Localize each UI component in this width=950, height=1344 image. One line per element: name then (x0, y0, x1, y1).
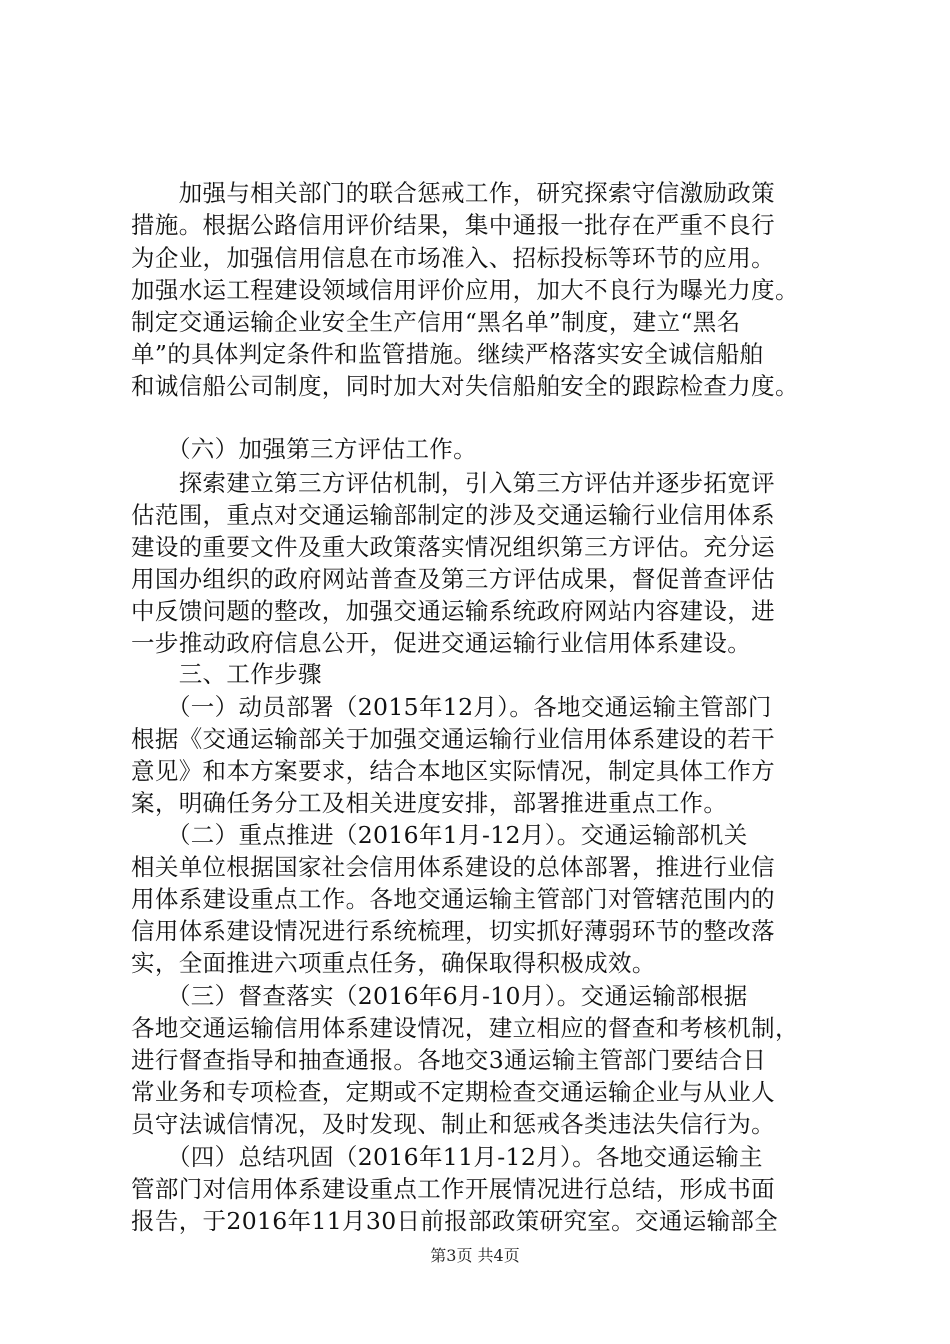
page-number-footer: 第3页 共4页 (430, 1246, 520, 1265)
text-line: 信用体系建设情况进行系统梳理，切实抓好薄弱环节的整改落 (131, 917, 775, 945)
text-line: （二）重点推进（2016年1月-12月）。交通运输部机关 (131, 821, 748, 849)
text-line: 进行督查指导和抽查通报。各地交3通运输主管部门要结合日 (131, 1046, 767, 1074)
text-line: 单”的具体判定条件和监管措施。继续严格落实安全诚信船舶 (131, 340, 764, 368)
text-line: 探索建立第三方评估机制，引入第三方评估并逐步拓宽评 (131, 469, 775, 497)
text-line: 常业务和专项检查，定期或不定期检查交通运输企业与从业人 (131, 1078, 775, 1106)
text-line: （四）总结巩固（2016年11月-12月）。各地交通运输主 (131, 1143, 763, 1171)
text-line: 加强与相关部门的联合惩戒工作，研究探索守信激励政策 (131, 179, 775, 207)
text-line: 员守法诚信情况，及时发现、制止和惩戒各类违法失信行为。 (131, 1110, 775, 1138)
text-line: （三）督查落实（2016年6月-10月）。交通运输部根据 (131, 982, 748, 1010)
text-line: （一）动员部署（2015年12月）。各地交通运输主管部门 (131, 693, 772, 721)
text-line: 实，全面推进六项重点任务，确保取得积极成效。 (131, 949, 656, 977)
text-line: 一步推动政府信息公开，促进交通运输行业信用体系建设。 (131, 629, 752, 657)
text-line: 加强水运工程建设领域信用评价应用，加大不良行为曝光力度。 (131, 276, 799, 304)
text-line: 案，明确任务分工及相关进度安排，部署推进重点工作。 (131, 789, 728, 817)
text-line: 和诚信船公司制度，同时加大对失信船舶安全的跟踪检查力度。 (131, 372, 799, 400)
text-line: 三、工作步骤 (131, 660, 322, 688)
text-line: 报告，于2016年11月30日前报部政策研究室。交通运输部全 (131, 1207, 779, 1235)
text-line: 制定交通运输企业安全生产信用“黑名单”制度，建立“黑名 (131, 308, 741, 336)
text-line: 意见》和本方案要求，结合本地区实际情况，制定具体工作方 (131, 757, 775, 785)
text-line: 中反馈问题的整改，加强交通运输系统政府网站内容建设，进 (131, 597, 775, 625)
text-line: 措施。根据公路信用评价结果，集中通报一批存在严重不良行 (131, 211, 775, 239)
text-line: 根据《交通运输部关于加强交通运输行业信用体系建设的若干 (131, 725, 775, 753)
text-line: （六）加强第三方评估工作。 (131, 435, 477, 463)
text-line: 相关单位根据国家社会信用体系建设的总体部署，推进行业信 (131, 853, 775, 881)
text-line: 估范围，重点对交通运输部制定的涉及交通运输行业信用体系 (131, 501, 775, 529)
text-line: 用体系建设重点工作。各地交通运输主管部门对管辖范围内的 (131, 885, 775, 913)
text-line: 建设的重要文件及重大政策落实情况组织第三方评估。充分运 (131, 533, 775, 561)
text-line: 为企业，加强信用信息在市场准入、招标投标等环节的应用。 (131, 244, 775, 272)
text-line: 用国办组织的政府网站普查及第三方评估成果，督促普查评估 (131, 565, 775, 593)
text-line: 管部门对信用体系建设重点工作开展情况进行总结，形成书面 (131, 1175, 775, 1203)
text-line: 各地交通运输信用体系建设情况，建立相应的督查和考核机制， (131, 1014, 799, 1042)
